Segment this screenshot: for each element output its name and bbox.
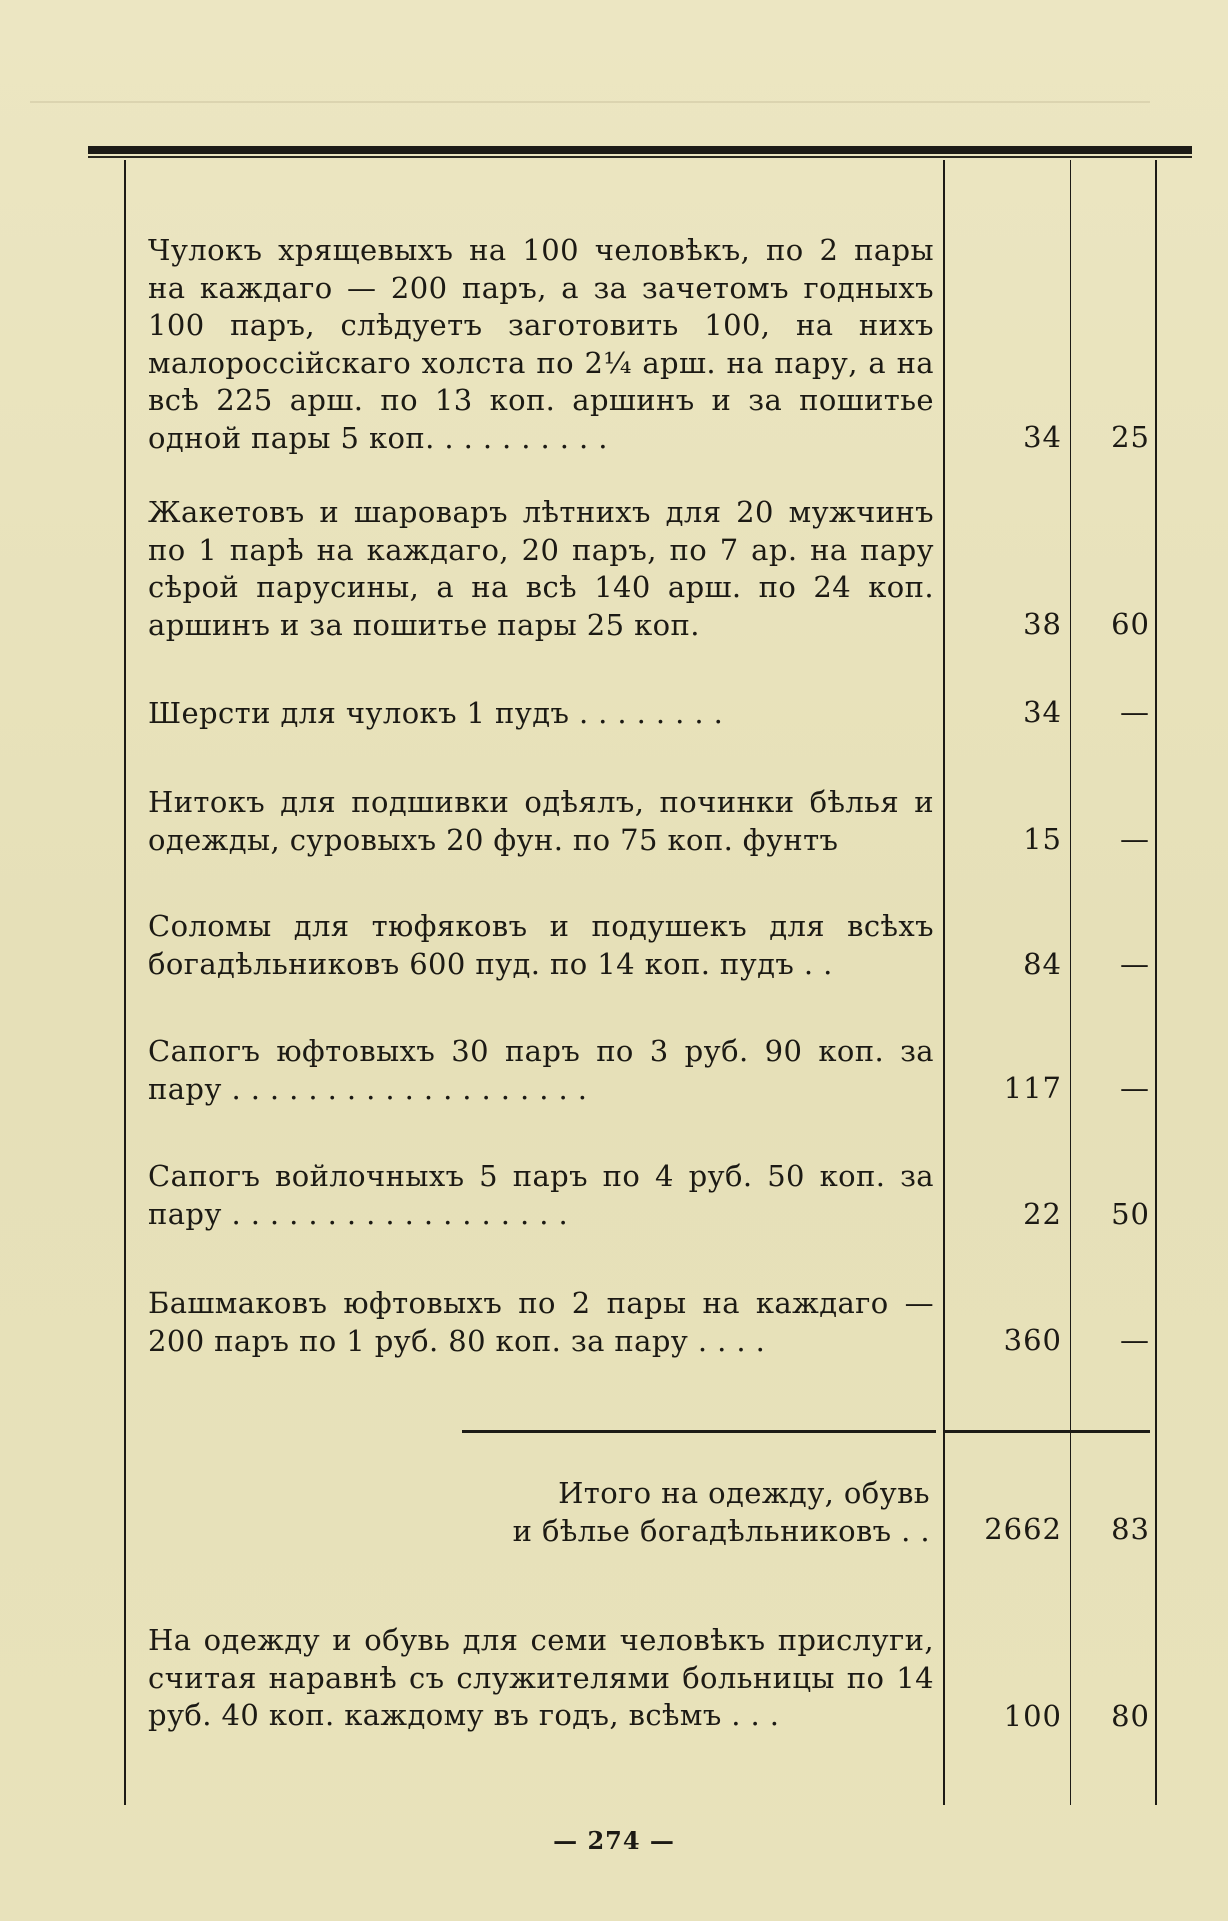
rubles-value: 360 bbox=[1003, 1323, 1062, 1357]
kopecks-value: 25 bbox=[1111, 420, 1150, 454]
kopecks-value: — bbox=[1120, 822, 1150, 856]
ledger-entry bbox=[148, 784, 934, 859]
rubles-value: 38 bbox=[1023, 607, 1062, 641]
entry-text: Соломы для тюфяковъ и подушекъ для всѣхъ богадѣльниковъ 600 пуд. по 14 коп. пудъ . . bbox=[148, 909, 934, 981]
rubles-value: 22 bbox=[1023, 1197, 1062, 1231]
servants-rubles: 100 bbox=[1003, 1699, 1062, 1733]
entry-text: Чулокъ хрящевыхъ на 100 человѣкъ, по 2 пары на каждаго — 200 паръ, а за зачетомъ годныхъ 100 паръ, слѣдуетъ заготовить 100, на нихъ малороссійскаго холста по 2¼ арш. на пару, а на всѣ 225 арш. по 13 коп. аршинъ и за пошитье одной пары 5 коп. . . . . . . . . . bbox=[148, 233, 934, 455]
rubles-column-rule bbox=[943, 160, 945, 1805]
servants-kopecks: 80 bbox=[1111, 1699, 1150, 1733]
kopecks-column-rule bbox=[1070, 160, 1071, 1805]
kopecks-value: — bbox=[1120, 1323, 1150, 1357]
entry-text: Сапогъ юфтовыхъ 30 паръ по 3 руб. 90 коп. за пару . . . . . . . . . . . . . . . . . . . bbox=[148, 1034, 934, 1106]
ledger-entry bbox=[148, 1033, 934, 1108]
ledger-entry bbox=[148, 695, 934, 733]
ledger-entry bbox=[148, 1158, 934, 1233]
rubles-value: 84 bbox=[1023, 947, 1062, 981]
servants-entry bbox=[148, 1622, 934, 1735]
kopecks-value: 50 bbox=[1111, 1197, 1150, 1231]
header-rule-thin bbox=[88, 156, 1192, 158]
total-label-line1: Итого на одежду, обувь bbox=[558, 1476, 930, 1510]
entry-text: Нитокъ для подшивки одѣялъ, починки бѣлья и одежды, суровыхъ 20 фун. по 75 коп. фунтъ bbox=[148, 785, 934, 857]
servants-text: На одежду и обувь для семи человѣкъ прислуги, считая наравнѣ съ служителями больницы по 14 руб. 40 коп. каждому въ годъ, всѣмъ . . . bbox=[148, 1623, 934, 1732]
subtotal-rule-amount bbox=[945, 1430, 1150, 1433]
left-column-rule bbox=[124, 160, 126, 1805]
bleed-through-rule bbox=[30, 95, 1150, 103]
subtotal-rule bbox=[462, 1430, 936, 1433]
total-label-line2: и бѣлье богадѣльниковъ . . bbox=[512, 1514, 930, 1548]
page-number: — 274 — bbox=[553, 1826, 675, 1855]
rubles-value: 34 bbox=[1023, 695, 1062, 729]
ledger-entry bbox=[148, 908, 934, 983]
kopecks-value: — bbox=[1120, 947, 1150, 981]
rubles-value: 117 bbox=[1003, 1071, 1062, 1105]
entry-text: Башмаковъ юфтовыхъ по 2 пары на каждаго — 200 паръ по 1 руб. 80 коп. за пару . . . . bbox=[148, 1286, 934, 1358]
total-kopecks: 83 bbox=[1111, 1512, 1150, 1546]
header-rule bbox=[88, 146, 1192, 154]
kopecks-value: — bbox=[1120, 1071, 1150, 1105]
rubles-value: 15 bbox=[1023, 822, 1062, 856]
ledger-entry bbox=[148, 1285, 934, 1360]
rubles-value: 34 bbox=[1023, 420, 1062, 454]
entry-text: Сапогъ войлочныхъ 5 паръ по 4 руб. 50 коп. за пару . . . . . . . . . . . . . . . . . . bbox=[148, 1159, 934, 1231]
total-rubles: 2662 bbox=[984, 1512, 1062, 1546]
right-column-rule bbox=[1155, 160, 1157, 1805]
kopecks-value: 60 bbox=[1111, 607, 1150, 641]
ledger-entry bbox=[148, 232, 934, 457]
entry-text: Шерсти для чулокъ 1 пудъ . . . . . . . . bbox=[148, 696, 724, 730]
entry-text: Жакетовъ и шароваръ лѣтнихъ для 20 мужчинъ по 1 парѣ на каждаго, 20 паръ, по 7 ар. на пару сѣрой парусины, а на всѣ 140 арш. по 24 коп. аршинъ и за пошитье пары 25 коп. bbox=[148, 495, 934, 642]
kopecks-value: — bbox=[1120, 695, 1150, 729]
ledger-entry bbox=[148, 494, 934, 644]
